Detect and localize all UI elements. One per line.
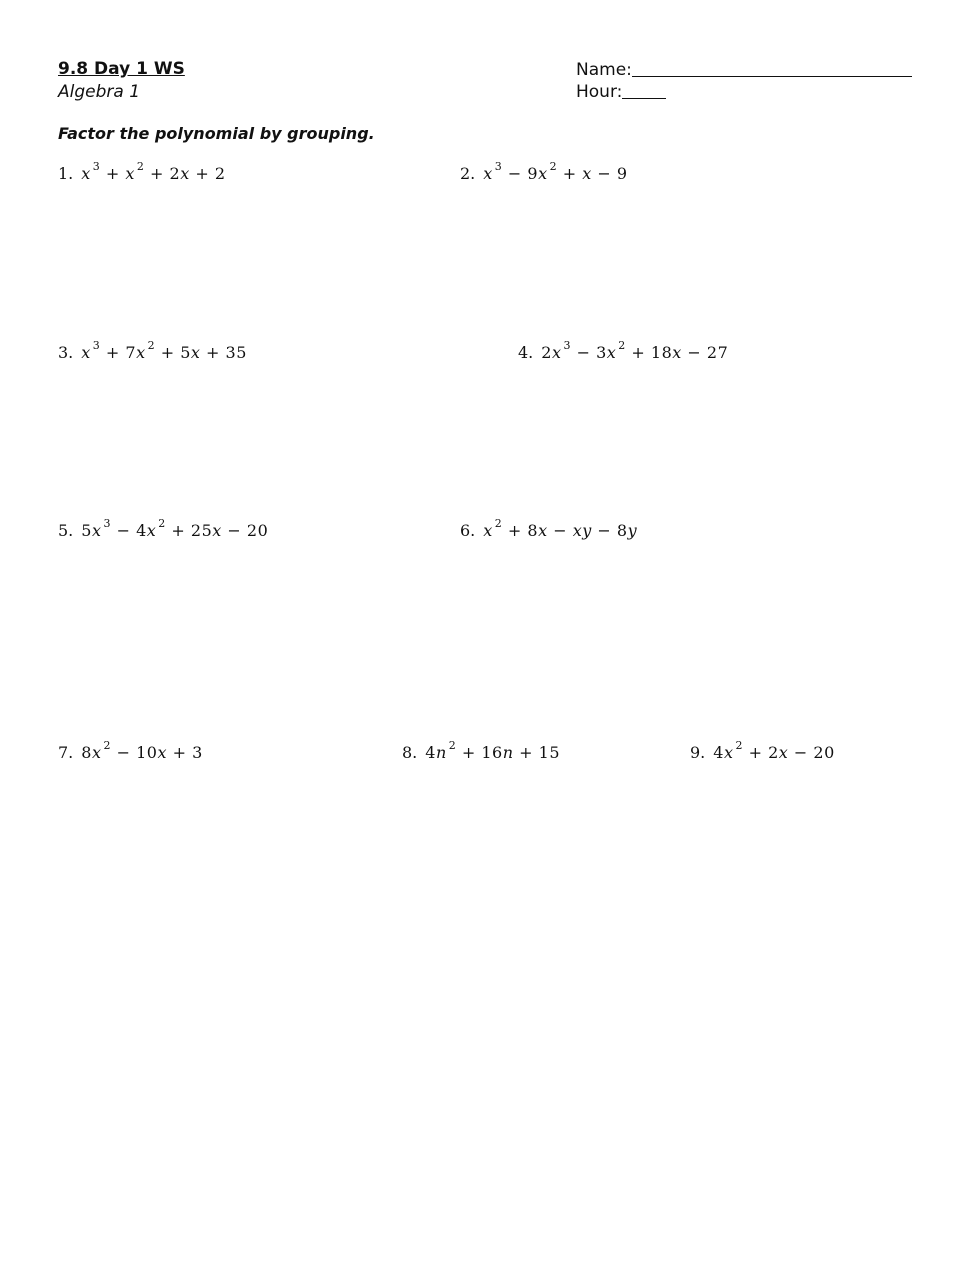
problem-number: 1. — [58, 164, 74, 183]
problem-8 — [402, 739, 561, 763]
problem-expression: 5x $^3$ − 4x $^2$ + 25x − 20 — [81, 517, 269, 540]
instructions: Factor the polynomial by grouping. — [58, 124, 375, 143]
problem-3 — [58, 339, 247, 363]
hour-label: Hour: — [576, 82, 623, 102]
problem-expression: 2x $^3$ − 3x $^2$ + 18x − 27 — [541, 339, 729, 362]
worksheet-title: 9.8 Day 1 WS — [58, 59, 185, 79]
problem-4 — [518, 339, 729, 363]
problem-5 — [58, 517, 269, 541]
hour-field[interactable] — [576, 82, 666, 102]
problem-expression: x $^3$ + 7x $^2$ + 5x + 35 — [81, 339, 247, 362]
problem-9 — [690, 739, 835, 763]
problem-number: 8. — [402, 743, 418, 762]
problem-expression: x $^3$ + x $^2$ + 2x + 2 — [81, 160, 226, 183]
problem-number: 4. — [518, 343, 534, 362]
problem-number: 7. — [58, 743, 74, 762]
problem-number: 5. — [58, 521, 74, 540]
problem-6 — [460, 517, 638, 541]
problem-1 — [58, 160, 226, 184]
problem-number: 2. — [460, 164, 476, 183]
problem-expression: x $^3$ − 9x $^2$ + x − 9 — [483, 160, 628, 183]
problem-expression: 4n $^2$ + 16n + 15 — [425, 739, 561, 762]
problem-7 — [58, 739, 203, 763]
problem-number: 6. — [460, 521, 476, 540]
name-label: Name: — [576, 60, 632, 80]
name-field[interactable] — [576, 60, 912, 80]
problem-expression: 8x $^2$ − 10x + 3 — [81, 739, 203, 762]
problem-expression: x $^2$ + 8x − xy − 8y — [483, 517, 638, 540]
problem-2 — [460, 160, 628, 184]
course-name: Algebra 1 — [58, 82, 141, 102]
hour-blank[interactable] — [622, 97, 666, 99]
name-blank[interactable] — [632, 75, 912, 77]
problem-number: 9. — [690, 743, 706, 762]
problem-number: 3. — [58, 343, 74, 362]
problem-expression: 4x $^2$ + 2x − 20 — [713, 739, 835, 762]
